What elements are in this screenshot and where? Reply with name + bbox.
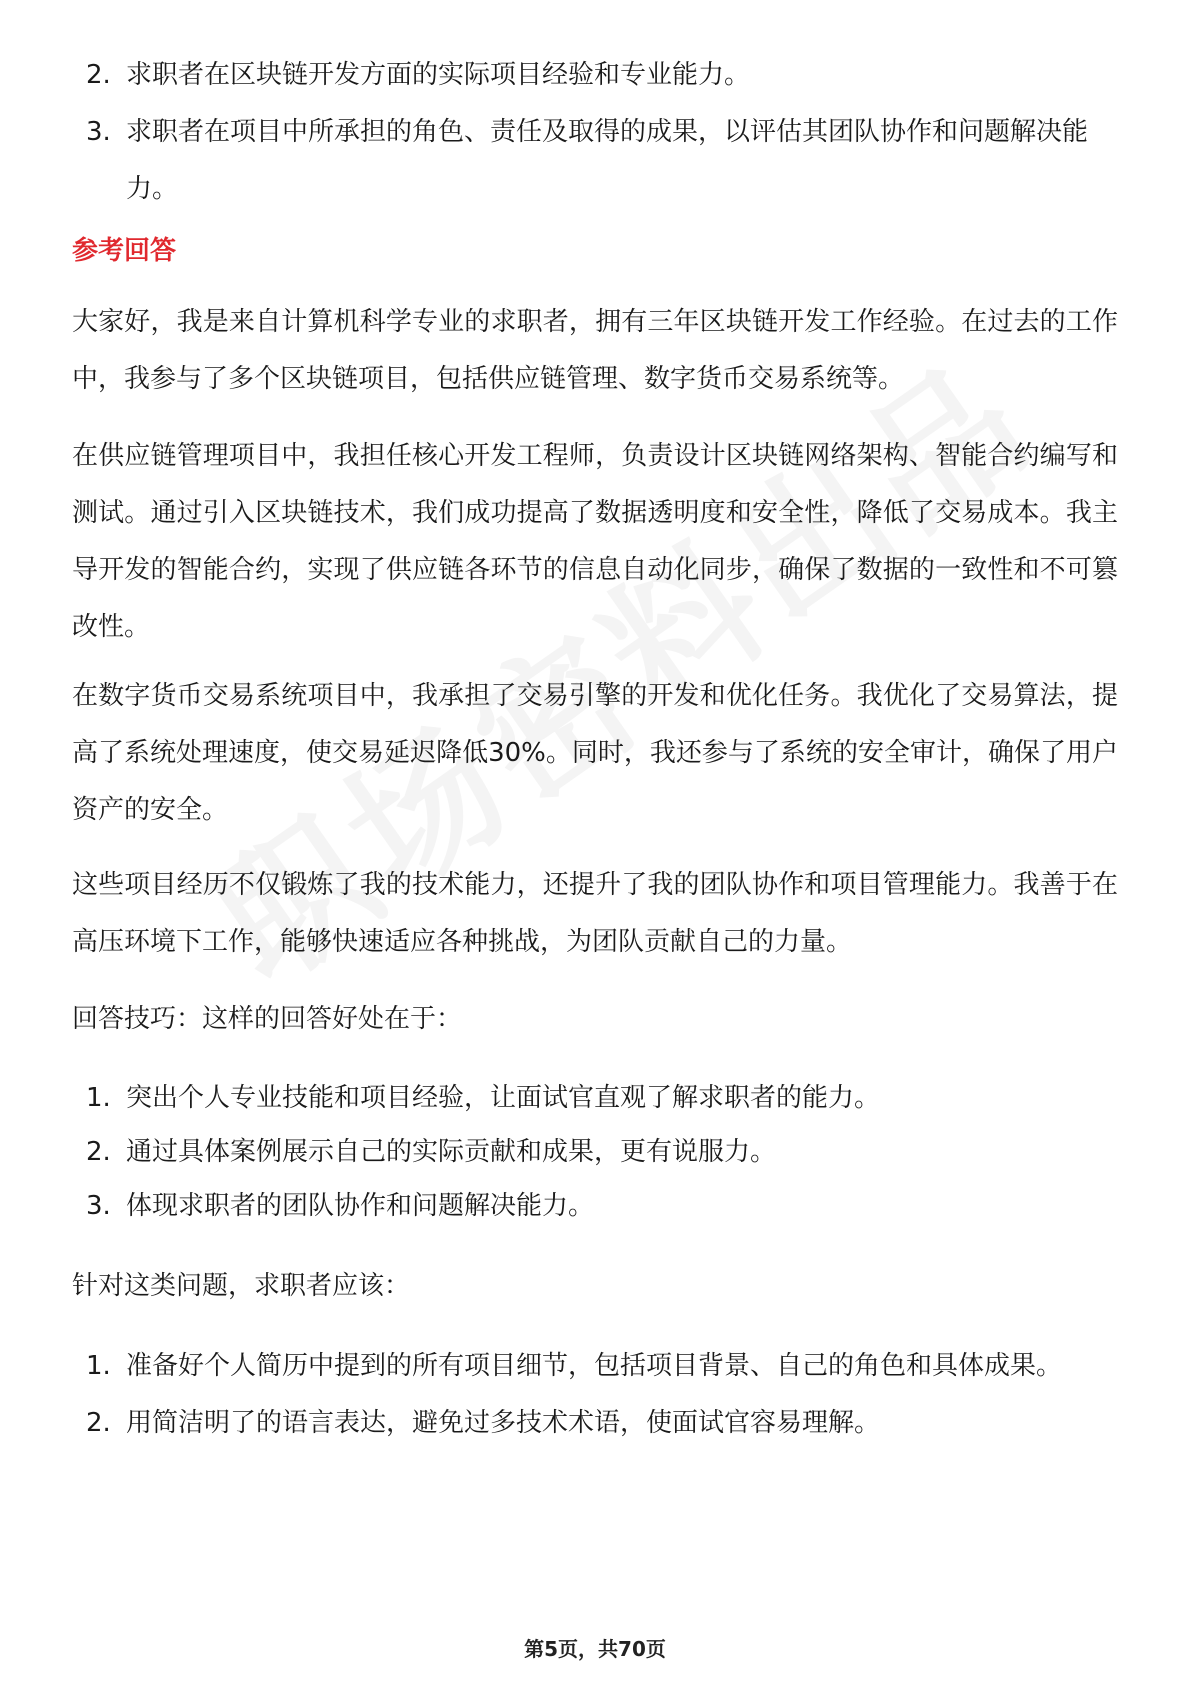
tips-intro: 回答技巧：这样的回答好处在于： (72, 1004, 463, 1034)
list-item-text: 体现求职者的团队协作和问题解决能力。 (126, 1191, 595, 1221)
list-number: 1. (86, 1083, 111, 1113)
list-item (72, 1395, 1118, 1452)
list-item-text: 求职者在区块链开发方面的实际项目经验和专业能力。 (126, 60, 751, 90)
paragraph: 大家好，我是来自计算机科学专业的求职者，拥有三年区块链开发工作经验。在过去的工作中，我参与了多个区块链项目，包括供应链管理、数字货币交易系统等。 (72, 307, 1118, 394)
list-number: 2. (86, 1408, 111, 1438)
list-number: 3. (86, 1191, 111, 1221)
list-item (72, 1071, 1118, 1125)
page-footer: 第5页，共70页 (524, 1637, 666, 1661)
paragraph: 在供应链管理项目中，我担任核心开发工程师，负责设计区块链网络架构、智能合约编写和测试。通过引入区块链技术，我们成功提高了数据透明度和安全性，降低了交易成本。我主导开发的智能合约，实现了供应链各环节的信息自动化同步，确保了数据的一致性和不可篡改性。 (72, 441, 1118, 642)
list-item-text: 用简洁明了的语言表达，避免过多技术术语，使面试官容易理解。 (126, 1408, 881, 1438)
paragraph: 在数字货币交易系统项目中，我承担了交易引擎的开发和优化任务。我优化了交易算法，提高了系统处理速度，使交易延迟降低30%。同时，我还参与了系统的安全审计，确保了用户资产的安全。 (72, 681, 1118, 825)
list-number: 2. (86, 60, 111, 90)
section-title: 参考回答 (72, 236, 177, 266)
paragraph: 这些项目经历不仅锻炼了我的技术能力，还提升了我的团队协作和项目管理能力。我善于在高压环境下工作，能够快速适应各种挑战，为团队贡献自己的力量。 (72, 870, 1118, 957)
list-item (72, 47, 1118, 104)
tips-numbered-list (72, 1071, 1118, 1233)
list-item-text: 突出个人专业技能和项目经验，让面试官直观了解求职者的能力。 (126, 1083, 881, 1113)
list-item (72, 1338, 1118, 1395)
list-item (72, 1125, 1118, 1179)
advice-intro: 针对这类问题，求职者应该： (72, 1271, 411, 1301)
list-item (72, 1179, 1118, 1233)
advice-numbered-list (72, 1338, 1118, 1452)
list-item-text: 通过具体案例展示自己的实际贡献和成果，更有说服力。 (126, 1137, 777, 1167)
list-item (72, 104, 1118, 218)
list-number: 1. (86, 1351, 111, 1381)
list-number: 3. (86, 117, 111, 147)
top-numbered-list (72, 47, 1118, 218)
list-item-text: 求职者在项目中所承担的角色、责任及取得的成果，以评估其团队协作和问题解决能力。 (126, 117, 1089, 204)
list-number: 2. (86, 1137, 111, 1167)
list-item-text: 准备好个人简历中提到的所有项目细节，包括项目背景、自己的角色和具体成果。 (126, 1351, 1063, 1381)
